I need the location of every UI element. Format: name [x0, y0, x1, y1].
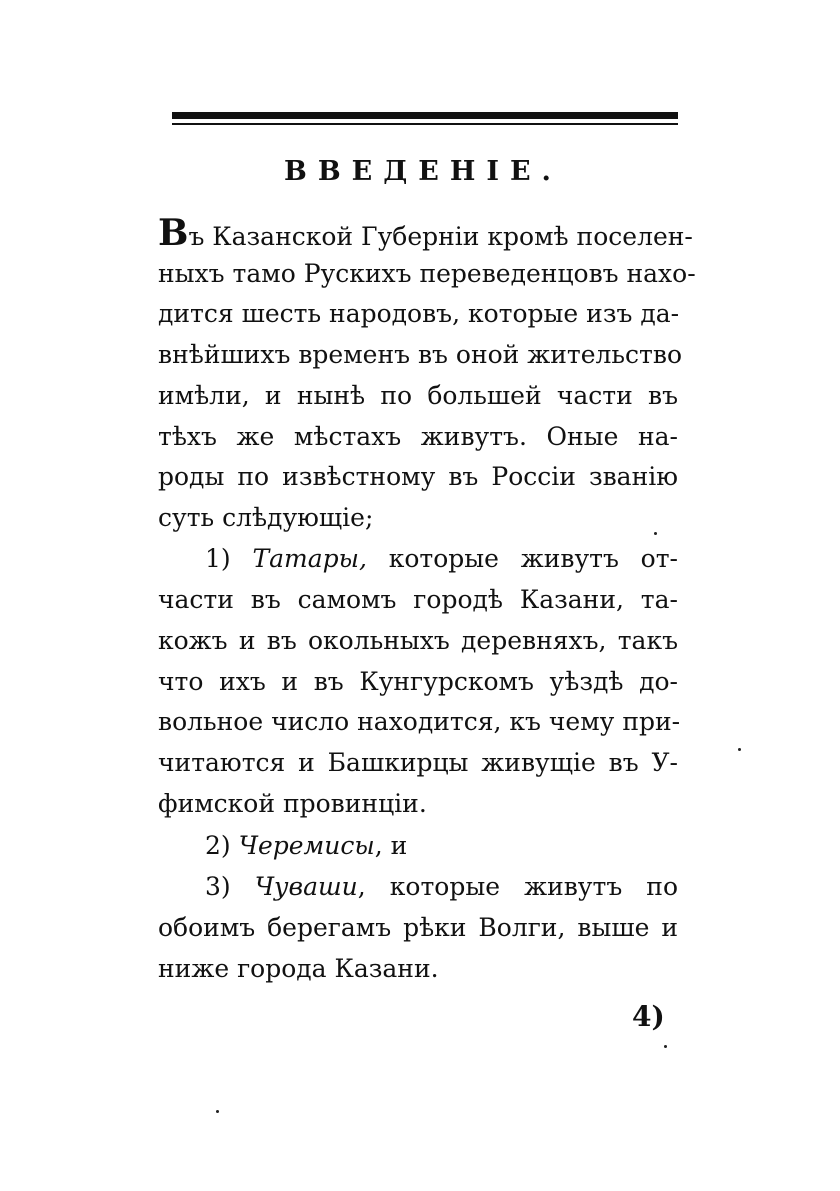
paper-speck	[664, 1045, 667, 1048]
paper-speck	[738, 748, 741, 751]
drop-cap: В	[158, 212, 189, 254]
item-text: которые живутъ от-	[388, 544, 678, 573]
list-item-line: обоимъ берегамъ рѣки Волги, выше и	[158, 913, 678, 942]
item-name: Черемисы	[238, 831, 375, 860]
item-number: 2)	[205, 831, 231, 860]
item-number: 1)	[205, 544, 231, 573]
paragraph-line: суть слѣдующіе;	[158, 503, 374, 532]
paragraph-line: роды по извѣстному въ Россіи званію	[158, 462, 678, 491]
list-item-line: вольное число находится, къ чему при-	[158, 707, 681, 736]
page-title: ВВЕДЕНІЕ.	[284, 156, 562, 187]
list-item-line: кожъ и въ окольныхъ деревняхъ, такъ	[158, 626, 678, 655]
list-item-line: читаются и Башкирцы живущіе въ У-	[158, 748, 678, 777]
header-rule-thin	[172, 123, 678, 125]
paper-speck	[216, 1110, 219, 1113]
list-item-line: части въ самомъ городѣ Казани, та-	[158, 585, 678, 614]
paragraph-line: дится шесть народовъ, которые изъ да-	[158, 299, 680, 328]
paper-speck	[654, 532, 657, 535]
item-number: 3)	[205, 872, 231, 901]
paragraph-line: тѣхъ же мѣстахъ живутъ. Оные на-	[158, 422, 678, 451]
item-name: Чуваши	[254, 872, 358, 901]
paragraph-line: имѣли, и нынѣ по большей части въ	[158, 381, 678, 410]
paragraph-line	[158, 212, 693, 254]
paragraph-line: ныхъ тамо Рускихъ переведенцовъ нахо-	[158, 259, 696, 288]
list-item-line	[205, 544, 678, 574]
item-name: Татары,	[252, 544, 367, 573]
header-rule-thick	[172, 112, 678, 119]
list-item-line: что ихъ и въ Кунгурскомъ уѣздѣ до-	[158, 667, 678, 696]
list-item-line: фимской провинціи.	[158, 789, 427, 818]
list-item-line	[205, 872, 678, 902]
catchword: 4)	[632, 1000, 665, 1033]
list-item-line: ниже города Казани.	[158, 954, 439, 983]
paragraph-text: ъ Казанской Губерніи кромѣ поселен-	[188, 222, 693, 251]
item-text: , которые живутъ по	[357, 872, 679, 901]
paragraph-line: внѣйшихъ временъ въ оной жительство	[158, 340, 682, 369]
item-text: , и	[374, 831, 408, 860]
list-item-line	[205, 831, 678, 861]
